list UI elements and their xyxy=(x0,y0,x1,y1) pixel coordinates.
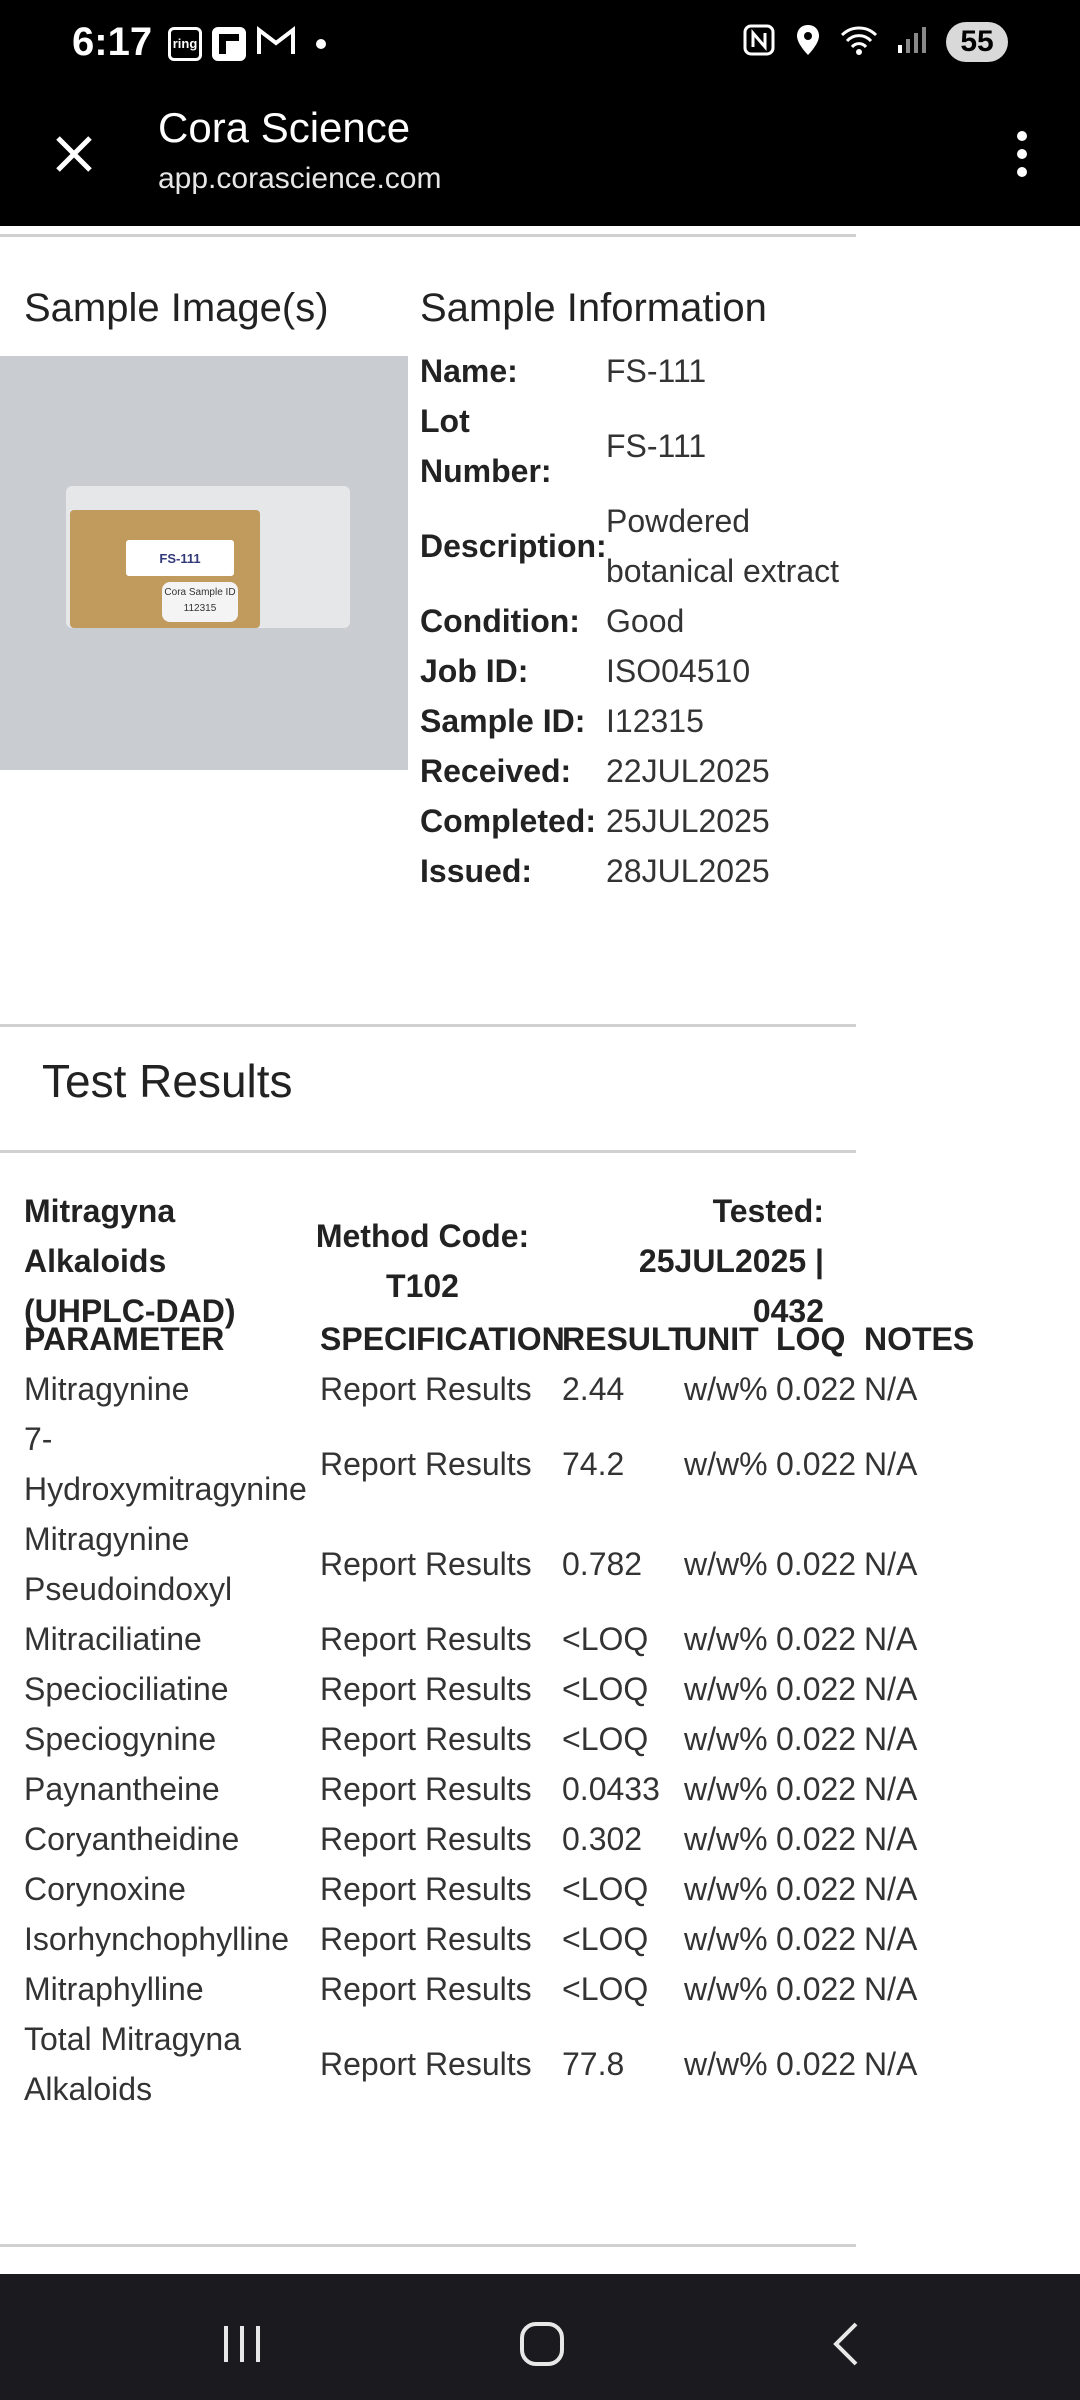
sample-photo-tag-line1: Cora Sample ID xyxy=(164,587,236,598)
specification-cell: Report Results xyxy=(320,2046,532,2082)
sample-photo-label: FS-111 xyxy=(126,540,234,576)
parameter-cell: Isorhynchophylline xyxy=(24,1921,290,1957)
table-row xyxy=(24,1814,1024,1864)
result-cell: <LOQ xyxy=(562,1971,649,2007)
sample-photo-tag xyxy=(162,582,238,622)
specification-cell: Report Results xyxy=(320,1621,532,1657)
info-row xyxy=(420,646,840,696)
back-icon xyxy=(826,2320,866,2368)
parameter-cell: Total Mitragyna Alkaloids xyxy=(24,2021,241,2107)
info-value: 28JUL2025 xyxy=(606,853,770,889)
info-row xyxy=(420,496,840,596)
result-rows xyxy=(24,1364,1024,2114)
loq-cell: 0.022 xyxy=(776,1371,857,1407)
unit-cell: w/w% xyxy=(684,1446,768,1482)
notes-cell: N/A xyxy=(864,1721,918,1757)
info-key: Condition: xyxy=(420,603,580,639)
table-row xyxy=(24,1764,1024,1814)
info-value: FS-111 xyxy=(606,353,707,389)
status-bar xyxy=(0,0,1080,90)
tested-label: Tested: xyxy=(712,1193,824,1229)
info-row xyxy=(420,696,840,746)
notes-cell: N/A xyxy=(864,1921,918,1957)
parameter-cell: Mitraciliatine xyxy=(24,1621,202,1657)
info-row xyxy=(420,746,840,796)
column-header: RESULT xyxy=(562,1321,688,1357)
parameter-cell: 7-Hydroxymitragynine xyxy=(24,1421,307,1507)
info-value: 25JUL2025 xyxy=(606,803,770,839)
info-row xyxy=(420,846,840,896)
divider xyxy=(0,234,856,237)
loq-cell: 0.022 xyxy=(776,1871,857,1907)
table-row xyxy=(24,1914,1024,1964)
loq-cell: 0.022 xyxy=(776,1721,857,1757)
parameter-cell: Corynoxine xyxy=(24,1871,186,1907)
unit-cell: w/w% xyxy=(684,1721,768,1757)
table-row xyxy=(24,1714,1024,1764)
info-key: Lot Number: xyxy=(420,403,552,489)
table-row xyxy=(24,1614,1024,1664)
close-button[interactable] xyxy=(44,124,104,184)
table-header-row xyxy=(24,1314,1024,1364)
unit-cell: w/w% xyxy=(684,1771,768,1807)
unit-cell: w/w% xyxy=(684,1921,768,1957)
notification-icons xyxy=(168,24,326,63)
status-time: 6:17 xyxy=(72,20,153,64)
unit-cell: w/w% xyxy=(684,1546,768,1582)
column-header: PARAMETER xyxy=(24,1321,225,1357)
home-button[interactable] xyxy=(502,2314,582,2374)
home-icon xyxy=(518,2320,566,2368)
table-row xyxy=(24,1964,1024,2014)
loq-cell: 0.022 xyxy=(776,1546,857,1582)
parameter-cell: Mitraphylline xyxy=(24,1971,204,2007)
info-key: Sample ID: xyxy=(420,703,586,739)
location-icon xyxy=(794,23,822,62)
result-cell: <LOQ xyxy=(562,1871,649,1907)
sample-info-table xyxy=(420,346,840,896)
divider xyxy=(0,1150,856,1153)
loq-cell: 0.022 xyxy=(776,1971,857,2007)
more-options-button[interactable] xyxy=(992,124,1052,184)
ring-app-icon: ring xyxy=(168,27,202,61)
sample-info-heading: Sample Information xyxy=(420,286,767,330)
page-url[interactable]: app.corascience.com xyxy=(158,162,442,195)
specification-cell: Report Results xyxy=(320,1771,532,1807)
parameter-cell: Paynantheine xyxy=(24,1771,220,1807)
test-results-heading: Test Results xyxy=(42,1055,293,1107)
table-row xyxy=(24,1514,1024,1614)
notes-cell: N/A xyxy=(864,1671,918,1707)
parameter-cell: Mitragynine Pseudoindoxyl xyxy=(24,1521,233,1607)
result-cell: <LOQ xyxy=(562,1921,649,1957)
specification-cell: Report Results xyxy=(320,1821,532,1857)
loq-cell: 0.022 xyxy=(776,1921,857,1957)
info-value: I12315 xyxy=(606,703,704,739)
flipboard-icon xyxy=(212,27,246,61)
specification-cell: Report Results xyxy=(320,1671,532,1707)
table-row xyxy=(24,2014,1024,2114)
result-cell: 77.8 xyxy=(562,2046,625,2082)
table-row xyxy=(24,1414,1024,1514)
column-header: LOQ xyxy=(776,1321,846,1357)
result-cell: <LOQ xyxy=(562,1671,649,1707)
loq-cell: 0.022 xyxy=(776,1621,857,1657)
wifi-icon xyxy=(840,25,878,60)
info-key: Received: xyxy=(420,753,572,789)
loq-cell: 0.022 xyxy=(776,1671,857,1707)
result-cell: 2.44 xyxy=(562,1371,625,1407)
signal-icon xyxy=(896,25,928,60)
info-key: Description: xyxy=(420,528,607,564)
method-name: Mitragyna Alkaloids (UHPLC-DAD) xyxy=(24,1193,236,1329)
specification-cell: Report Results xyxy=(320,1871,532,1907)
column-header: SPECIFICATION xyxy=(320,1321,565,1357)
info-key: Completed: xyxy=(420,803,596,839)
method-code-label: Method Code: xyxy=(315,1218,530,1254)
specification-cell: Report Results xyxy=(320,1371,532,1407)
info-value: ISO04510 xyxy=(606,653,751,689)
info-row xyxy=(420,346,840,396)
sample-photo-tag-line2: 112315 xyxy=(183,603,217,614)
info-value: FS-111 xyxy=(606,428,707,464)
sample-photo[interactable] xyxy=(0,356,408,770)
system-icons xyxy=(742,22,1008,62)
notes-cell: N/A xyxy=(864,1621,918,1657)
result-cell: 0.0433 xyxy=(562,1771,660,1807)
parameter-cell: Speciogynine xyxy=(24,1721,217,1757)
unit-cell: w/w% xyxy=(684,1871,768,1907)
result-cell: <LOQ xyxy=(562,1621,649,1657)
info-key: Job ID: xyxy=(420,653,529,689)
info-row xyxy=(420,396,840,496)
info-value: 22JUL2025 xyxy=(606,753,770,789)
close-icon xyxy=(54,134,94,174)
battery-indicator: 55 xyxy=(946,22,1008,62)
specification-cell: Report Results xyxy=(320,1546,532,1582)
unit-cell: w/w% xyxy=(684,1371,768,1407)
nfc-icon xyxy=(742,23,776,62)
table-row xyxy=(24,1364,1024,1414)
specification-cell: Report Results xyxy=(320,1721,532,1757)
parameter-cell: Mitragynine xyxy=(24,1371,190,1407)
tested-value: 25JUL2025 | 0432 xyxy=(638,1243,824,1329)
unit-cell: w/w% xyxy=(684,1671,768,1707)
recent-apps-icon xyxy=(220,2322,264,2366)
more-notifications-dot-icon xyxy=(316,39,326,49)
loq-cell: 0.022 xyxy=(776,1446,857,1482)
unit-cell: w/w% xyxy=(684,1971,768,2007)
unit-cell: w/w% xyxy=(684,1621,768,1657)
result-cell: <LOQ xyxy=(562,1721,649,1757)
column-header: UNIT xyxy=(684,1321,759,1357)
notes-cell: N/A xyxy=(864,1771,918,1807)
notes-cell: N/A xyxy=(864,1821,918,1857)
info-row xyxy=(420,596,840,646)
notes-cell: N/A xyxy=(864,1971,918,2007)
info-key: Issued: xyxy=(420,853,533,889)
parameter-cell: Coryantheidine xyxy=(24,1821,240,1857)
parameter-cell: Speciociliatine xyxy=(24,1671,229,1707)
notes-cell: N/A xyxy=(864,1371,918,1407)
info-value: Good xyxy=(606,603,685,639)
notes-cell: N/A xyxy=(864,2046,918,2082)
system-navigation-bar xyxy=(0,2274,1080,2400)
info-key: Name: xyxy=(420,353,518,389)
back-button[interactable] xyxy=(806,2314,886,2374)
method-code-value: T102 xyxy=(386,1268,459,1304)
specification-cell: Report Results xyxy=(320,1921,532,1957)
result-cell: 0.302 xyxy=(562,1821,643,1857)
table-row xyxy=(24,1864,1024,1914)
method-code xyxy=(300,1211,545,1311)
specification-cell: Report Results xyxy=(320,1446,532,1482)
loq-cell: 0.022 xyxy=(776,1821,857,1857)
more-vert-icon xyxy=(1017,131,1027,141)
divider xyxy=(0,2244,856,2247)
recent-apps-button[interactable] xyxy=(202,2314,282,2374)
info-value: Powdered botanical extract xyxy=(606,503,840,589)
unit-cell: w/w% xyxy=(684,2046,768,2082)
custom-tab-toolbar xyxy=(0,90,1080,226)
gmail-icon xyxy=(256,24,296,63)
page-title: Cora Science xyxy=(158,104,411,151)
notes-cell: N/A xyxy=(864,1546,918,1582)
result-cell: 74.2 xyxy=(562,1446,625,1482)
table-row xyxy=(24,1664,1024,1714)
loq-cell: 0.022 xyxy=(776,1771,857,1807)
notes-cell: N/A xyxy=(864,1871,918,1907)
column-header: NOTES xyxy=(864,1321,975,1357)
notes-cell: N/A xyxy=(864,1446,918,1482)
specification-cell: Report Results xyxy=(320,1971,532,2007)
page-content[interactable] xyxy=(0,226,1080,2274)
result-cell: 0.782 xyxy=(562,1546,643,1582)
loq-cell: 0.022 xyxy=(776,2046,857,2082)
sample-images-heading: Sample Image(s) xyxy=(24,286,329,330)
results-table xyxy=(24,1314,1024,2114)
info-row xyxy=(420,796,840,846)
divider xyxy=(0,1024,856,1027)
unit-cell: w/w% xyxy=(684,1821,768,1857)
